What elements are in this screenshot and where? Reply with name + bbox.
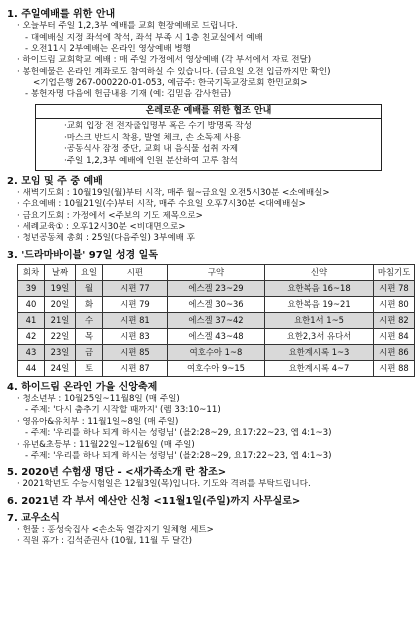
festival-theme: - 주제: '다시 춤추기 시작할 때까지' (렘 33:10~11) <box>25 405 221 416</box>
cell-closing-prayer: 시편 78 <box>374 280 415 296</box>
cell-round: 41 <box>18 312 45 328</box>
notice-line: · 오늘부터 주일 1,2,3부 예배를 교회 현장예배로 드립니다. <box>17 21 238 32</box>
section-title-meetings: 2. 모임 및 주 중 예배 <box>7 175 103 187</box>
notice-line: · 하이드림 교회학교 예배 : 매 주일 가정에서 영상예배 (각 부서에서 자료 전달) <box>17 55 312 66</box>
cooperation-item: ·공동식사 잠정 중단, 교회 내 음식물 섭취 자제 <box>64 144 239 155</box>
notice-subline: - 오전11시 2부예배는 온라인 영상예배 병행 <box>25 43 191 54</box>
cell-date: 24일 <box>45 360 76 376</box>
cell-closing-prayer: 시편 88 <box>374 360 415 376</box>
cell-date: 19일 <box>45 280 76 296</box>
cell-date: 20일 <box>45 296 76 312</box>
col-header-closing-prayer: 마침기도 <box>374 264 415 280</box>
cell-day: 수 <box>76 312 103 328</box>
meeting-line: · 세례교육① : 오후12시30분 <비대면으로> <box>17 222 186 233</box>
examinee-line: · 2021학년도 수능시험일은 12월3일(목)입니다. 기도와 격려를 부탁드립니다. <box>17 479 311 490</box>
cell-psalm: 시편 85 <box>103 344 168 360</box>
cell-round: 43 <box>18 344 45 360</box>
cell-day: 화 <box>76 296 103 312</box>
bible-reading-table <box>17 264 415 377</box>
col-header-date: 날짜 <box>45 264 76 280</box>
cell-round: 39 <box>18 280 45 296</box>
cell-new-testament: 요한계시록 1~3 <box>265 344 374 360</box>
cell-old-testament: 에스겔 23~29 <box>168 280 265 296</box>
section-title-sunday-worship: 1. 주일예배를 위한 안내 <box>7 9 116 20</box>
cooperation-item: ·마스크 반드시 착용, 발열 체크, 손 소독제 사용 <box>64 132 241 143</box>
cooperation-item: ·주일 1,2,3부 예배에 인원 분산하여 고루 참석 <box>64 155 238 166</box>
festival-line: · 청소년부 : 10월25일~11월8일 (매 주일) <box>17 394 180 405</box>
member-news-line: · 직원 휴가 : 김석준권사 (10월, 11월 두 달간) <box>17 536 193 547</box>
cell-day: 목 <box>76 328 103 344</box>
cell-closing-prayer: 시편 80 <box>374 296 415 312</box>
section-title-budget: 6. 2021년 각 부서 예산안 신청 <11월1일(주일)까지 사무실로> <box>7 495 301 507</box>
table-row <box>18 296 415 312</box>
cell-psalm: 시편 79 <box>103 296 168 312</box>
table-row <box>18 280 415 296</box>
cell-new-testament: 요한복음 19~21 <box>265 296 374 312</box>
cell-psalm: 시편 77 <box>103 280 168 296</box>
meeting-line: · 새벽기도회 : 10월19일(월)부터 시작, 매주 월~금요일 오전5시30분 <소예배실> <box>17 188 330 199</box>
notice-subline: - 봉헌자명 다음에 헌금내용 기재 (예: 김믿음 감사헌금) <box>25 89 232 100</box>
cell-closing-prayer: 시편 82 <box>374 312 415 328</box>
bank-account-info: <기업은행 267-000220-01-053, 예금주: 한국기독교장로회 한민교회> <box>33 77 308 88</box>
festival-line: · 영유아&유치부 : 11월1일~8일 (매 주일) <box>17 416 179 427</box>
cell-closing-prayer: 시편 86 <box>374 344 415 360</box>
festival-theme: - 주제: '우리를 하나 되게 하시는 성령님' (욜2:28~29, 요17:22~23, 엡 4:1~3) <box>25 450 332 461</box>
table-row <box>18 312 415 328</box>
cell-round: 42 <box>18 328 45 344</box>
cell-old-testament: 에스겔 30~36 <box>168 296 265 312</box>
festival-theme: - 주제: '우리를 하나 되게 하시는 성령님' (욜2:28~29, 요17:22~23, 엡 4:1~3) <box>25 428 332 439</box>
col-header-day: 요일 <box>76 264 103 280</box>
cell-psalm: 시편 81 <box>103 312 168 328</box>
col-header-old-testament: 구약 <box>168 264 265 280</box>
cooperation-notice-box <box>35 104 382 171</box>
meeting-line: · 금요기도회 : 가정에서 <주보의 기도 제목으로> <box>17 210 203 221</box>
cell-closing-prayer: 시편 84 <box>374 328 415 344</box>
section-title-faith-festival: 4. 하이드림 온라인 가을 신앙축제 <box>7 381 158 393</box>
cell-day: 월 <box>76 280 103 296</box>
table-row <box>18 328 415 344</box>
cooperation-notice-title: 온레로운 예배를 위한 협조 안내 <box>36 105 381 120</box>
meeting-line: · 수요예배 : 10월21일(수)부터 시작, 매주 수요일 오후7시30분 <대예배실> <box>17 199 306 210</box>
section-title-member-news: 7. 교우소식 <box>7 512 60 524</box>
cell-old-testament: 에스겔 37~42 <box>168 312 265 328</box>
cell-day: 금 <box>76 344 103 360</box>
meeting-line: · 청년공동체 총회 : 25일(다음주일) 3부예배 후 <box>17 233 195 244</box>
col-header-psalm: 시편 <box>103 264 168 280</box>
cell-round: 44 <box>18 360 45 376</box>
cell-new-testament: 요한2,3서 유다서 <box>265 328 374 344</box>
cell-old-testament: 에스겔 43~48 <box>168 328 265 344</box>
cell-round: 40 <box>18 296 45 312</box>
cell-new-testament: 요한계시록 4~7 <box>265 360 374 376</box>
cell-new-testament: 요한복음 16~18 <box>265 280 374 296</box>
table-row <box>18 344 415 360</box>
cell-date: 22일 <box>45 328 76 344</box>
col-header-new-testament: 신약 <box>265 264 374 280</box>
cell-psalm: 시편 87 <box>103 360 168 376</box>
cell-psalm: 시편 83 <box>103 328 168 344</box>
cell-old-testament: 여호수아 1~8 <box>168 344 265 360</box>
cell-date: 23일 <box>45 344 76 360</box>
section-title-examinees: 5. 2020년 수험생 명단 - <새가족소개 란 참조> <box>7 467 227 479</box>
notice-subline: - 대예배실 지정 좌석에 착석, 좌석 부족 시 1층 친교실에서 예배 <box>25 32 263 43</box>
cooperation-item: ·교회 입장 전 전자출입명부 혹은 수기 방명록 작성 <box>64 121 252 132</box>
cell-date: 21일 <box>45 312 76 328</box>
col-header-round: 회차 <box>18 264 45 280</box>
table-row <box>18 360 415 376</box>
cell-old-testament: 여호수아 9~15 <box>168 360 265 376</box>
cell-new-testament: 요한1서 1~5 <box>265 312 374 328</box>
festival-line: · 유년&초등부 : 11월22일~12월6일 (매 주일) <box>17 439 195 450</box>
member-news-line: · 헌물 : 홍성숙집사 <손소독 열감지기 일체형 세트> <box>17 525 214 536</box>
section-title-bible-reading: 3. '드라마바이블' 97일 성경 일독 <box>7 249 158 261</box>
cell-day: 토 <box>76 360 103 376</box>
notice-line: · 봉헌예물은 온라인 계좌로도 참여하실 수 있습니다. (금요일 오전 입금까지만 확인) <box>17 66 331 77</box>
